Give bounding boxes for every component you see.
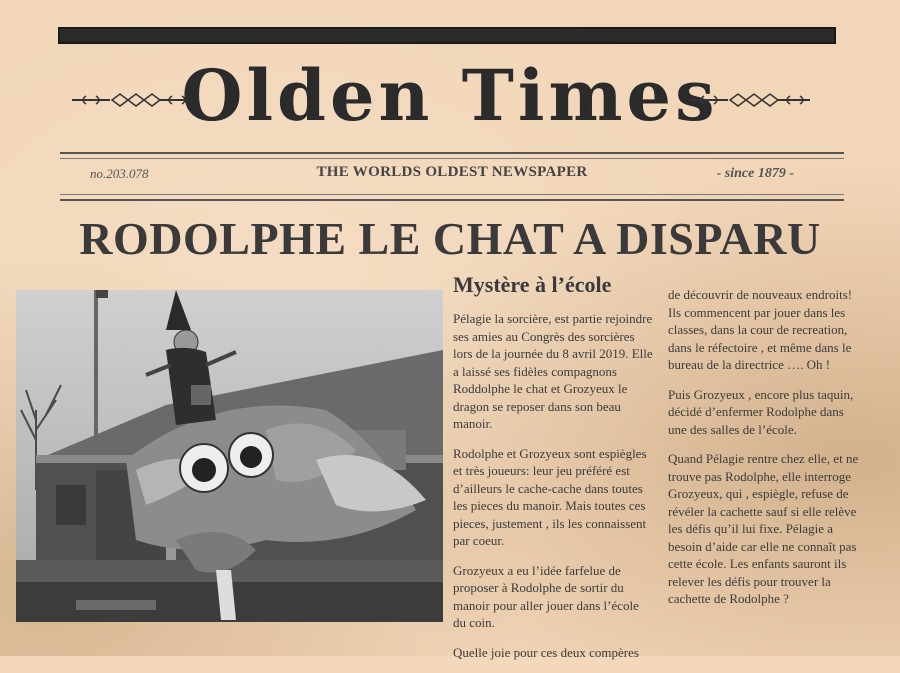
- paragraph: Grozyeux a eu l’idée farfelue de proposer à Rodolphe de sortir du manoir pour aller jouer dans l’école du coin.: [453, 562, 639, 630]
- main-headline: RODOLPHE LE CHAT A DISPARU: [79, 213, 821, 264]
- article-subheading: Mystère à l’école: [453, 272, 612, 297]
- article-photo: [16, 290, 443, 622]
- photo-illustration: [16, 290, 443, 622]
- paragraph: Quand Pélagie rentre chez elle, et ne trouve pas Rodolphe, elle interroge Grozyeux, qui , espiègle, refuse de révéler la cachette sauf si elle relève les défis qu’il lui fixe. Pélagie a besoin d’aide car elle ne connaît pas cette école. Les enfants sauront ils relever les défis pour trouver la cachette de Rodolphe ?: [668, 451, 859, 606]
- paragraph: Quelle joie pour ces deux compères: [453, 644, 639, 660]
- paragraph: Pélagie la sorcière, est partie rejoindre ses amies au Congrès des sorcières lors de la journée du 8 avril 2019. Elle a laissé ses fidèles compagnons Roddolphe le chat et Grozyeux le dragon se reposer dans son beau manoir.: [453, 311, 653, 431]
- paragraph: Rodolphe et Grozyeux sont espiègles et très joueurs: leur jeu préféré est d’ailleurs le cache-cache dans toutes les pieces du manoir. Mais toutes ces pieces, justement , ils les connaissent par coeur.: [453, 445, 647, 548]
- article-column-2: [668, 286, 863, 620]
- masthead-subbar: [60, 152, 844, 201]
- paragraph: Puis Grozyeux , encore plus taquin, décidé d’enfermer Rodolphe dans une des salles de l’école.: [668, 386, 854, 437]
- ornament-right-icon: [690, 92, 810, 108]
- article-column-1: [453, 310, 653, 673]
- masthead-title: Olden Times: [181, 54, 719, 137]
- since-date: - since 1879 -: [716, 166, 794, 181]
- issue-number: no.203.078: [90, 166, 149, 181]
- tagline: THE WORLDS OLDEST NEWSPAPER: [316, 164, 588, 180]
- paragraph: de découvrir de nouveaux endroits! Ils commencent par jouer dans les classes, dans la cour de recreation, dans le réfectoire , et même dans le bureau de la directrice …. Oh !: [668, 287, 853, 372]
- top-decorative-bar: [58, 27, 836, 44]
